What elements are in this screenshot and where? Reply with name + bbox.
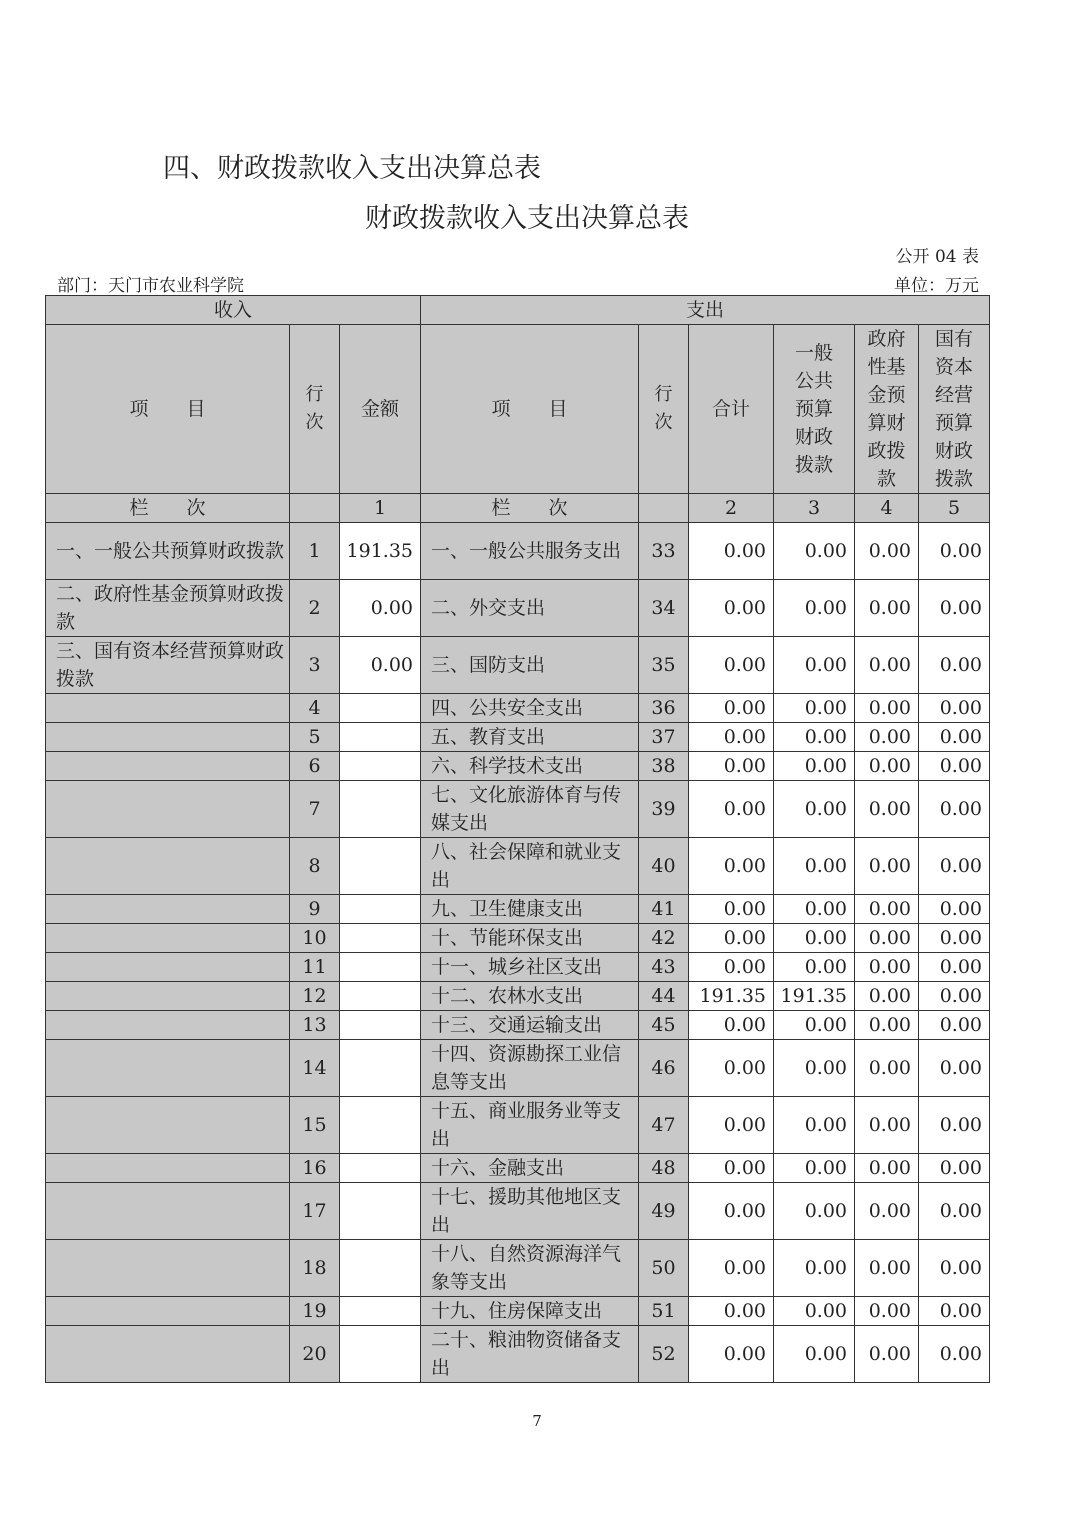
expense-item-cell: 七、文化旅游体育与传媒支出	[421, 781, 639, 838]
column-index-blank-2	[639, 494, 689, 523]
income-item-cell	[46, 723, 290, 752]
amount-cell	[340, 781, 421, 838]
expense-item-cell: 三、国防支出	[421, 637, 639, 694]
income-rowno-cell: 8	[290, 838, 340, 895]
income-rowno-cell: 20	[290, 1326, 340, 1383]
general-budget-cell: 0.00	[774, 895, 855, 924]
expense-rowno-cell: 52	[639, 1326, 689, 1383]
total-cell: 0.00	[689, 1011, 774, 1040]
amount-cell	[340, 1183, 421, 1240]
table-row	[46, 924, 990, 953]
gov-fund-cell: 0.00	[855, 1240, 919, 1297]
expense-rowno-cell: 48	[639, 1154, 689, 1183]
table-row	[46, 1040, 990, 1097]
state-capital-cell: 0.00	[919, 1183, 990, 1240]
income-rowno-cell: 1	[290, 523, 340, 580]
total-cell: 0.00	[689, 838, 774, 895]
state-capital-cell: 0.00	[919, 781, 990, 838]
state-capital-cell: 0.00	[919, 580, 990, 637]
gov-fund-cell: 0.00	[855, 580, 919, 637]
general-budget-cell: 0.00	[774, 723, 855, 752]
table-row	[46, 580, 990, 637]
amount-cell	[340, 694, 421, 723]
general-budget-label: 一般公共预算财政拨款	[795, 342, 834, 476]
gov-fund-cell: 0.00	[855, 723, 919, 752]
column-index-label-left: 栏 次	[46, 494, 290, 523]
total-cell: 0.00	[689, 895, 774, 924]
form-code: 公开 04 表	[895, 247, 979, 267]
total-cell: 0.00	[689, 694, 774, 723]
amount-cell	[340, 1154, 421, 1183]
state-capital-cell: 0.00	[919, 752, 990, 781]
expense-header: 支出	[421, 296, 990, 325]
expense-rowno-cell: 38	[639, 752, 689, 781]
expense-item-cell: 十五、商业服务业等支出	[421, 1097, 639, 1154]
amount-cell	[340, 1097, 421, 1154]
expense-item-cell: 十六、金融支出	[421, 1154, 639, 1183]
total-cell: 0.00	[689, 1183, 774, 1240]
general-budget-cell: 0.00	[774, 924, 855, 953]
expense-item-cell: 十九、住房保障支出	[421, 1297, 639, 1326]
expense-rowno-cell: 41	[639, 895, 689, 924]
general-budget-cell: 0.00	[774, 580, 855, 637]
expense-item-cell: 十四、资源勘探工业信息等支出	[421, 1040, 639, 1097]
expense-item-cell: 九、卫生健康支出	[421, 895, 639, 924]
unit-label: 单位：万元	[894, 276, 979, 296]
income-item-cell	[46, 1011, 290, 1040]
total-cell: 191.35	[689, 982, 774, 1011]
general-budget-cell: 0.00	[774, 637, 855, 694]
expense-rowno-label: 行次	[654, 384, 673, 433]
expense-item-cell: 八、社会保障和就业支出	[421, 838, 639, 895]
expense-item-cell: 十七、援助其他地区支出	[421, 1183, 639, 1240]
total-cell: 0.00	[689, 781, 774, 838]
total-cell: 0.00	[689, 1240, 774, 1297]
expense-rowno-cell: 35	[639, 637, 689, 694]
general-budget-cell: 0.00	[774, 1040, 855, 1097]
amount-cell	[340, 1326, 421, 1383]
table-row	[46, 694, 990, 723]
expense-item-cell: 一、一般公共服务支出	[421, 523, 639, 580]
general-budget-cell: 0.00	[774, 523, 855, 580]
expense-rowno-header	[639, 325, 689, 494]
expense-item-cell: 四、公共安全支出	[421, 694, 639, 723]
general-budget-cell: 0.00	[774, 1240, 855, 1297]
income-rowno-label: 行次	[305, 384, 324, 433]
income-rowno-cell: 15	[290, 1097, 340, 1154]
income-item-cell	[46, 1240, 290, 1297]
gov-fund-cell: 0.00	[855, 1154, 919, 1183]
state-capital-cell: 0.00	[919, 953, 990, 982]
table-row	[46, 1326, 990, 1383]
table-row	[46, 1154, 990, 1183]
income-item-cell	[46, 1154, 290, 1183]
table-row	[46, 637, 990, 694]
income-item-cell	[46, 1183, 290, 1240]
income-item-cell	[46, 982, 290, 1011]
expense-rowno-cell: 49	[639, 1183, 689, 1240]
income-rowno-cell: 5	[290, 723, 340, 752]
column-index-row	[46, 494, 990, 523]
gov-fund-header	[855, 325, 919, 494]
state-capital-label: 国有资本经营预算财政拨款	[935, 328, 974, 490]
income-item-cell	[46, 752, 290, 781]
income-item-cell: 三、国有资本经营预算财政拨款	[46, 637, 290, 694]
state-capital-cell: 0.00	[919, 924, 990, 953]
expense-rowno-cell: 46	[639, 1040, 689, 1097]
income-header: 收入	[46, 296, 421, 325]
gov-fund-cell: 0.00	[855, 924, 919, 953]
income-rowno-cell: 19	[290, 1297, 340, 1326]
gov-fund-cell: 0.00	[855, 982, 919, 1011]
amount-cell	[340, 1040, 421, 1097]
amount-cell: 0.00	[340, 580, 421, 637]
state-capital-cell: 0.00	[919, 694, 990, 723]
income-rowno-cell: 6	[290, 752, 340, 781]
gov-fund-cell: 0.00	[855, 1326, 919, 1383]
gov-fund-cell: 0.00	[855, 523, 919, 580]
expense-item-cell: 十、节能环保支出	[421, 924, 639, 953]
table-row	[46, 1097, 990, 1154]
general-budget-cell: 0.00	[774, 1011, 855, 1040]
column-index-1: 1	[340, 494, 421, 523]
state-capital-cell: 0.00	[919, 637, 990, 694]
gov-fund-cell: 0.00	[855, 838, 919, 895]
column-index-4: 4	[855, 494, 919, 523]
column-index-3: 3	[774, 494, 855, 523]
general-budget-cell: 0.00	[774, 1297, 855, 1326]
total-cell: 0.00	[689, 580, 774, 637]
total-cell: 0.00	[689, 723, 774, 752]
state-capital-cell: 0.00	[919, 1011, 990, 1040]
amount-cell	[340, 752, 421, 781]
income-rowno-cell: 3	[290, 637, 340, 694]
general-budget-cell: 191.35	[774, 982, 855, 1011]
total-cell: 0.00	[689, 752, 774, 781]
gov-fund-cell: 0.00	[855, 1011, 919, 1040]
expense-rowno-cell: 37	[639, 723, 689, 752]
gov-fund-cell: 0.00	[855, 953, 919, 982]
header-row-top	[46, 296, 990, 325]
expense-item-cell: 六、科学技术支出	[421, 752, 639, 781]
income-rowno-cell: 17	[290, 1183, 340, 1240]
general-budget-cell: 0.00	[774, 1154, 855, 1183]
amount-cell	[340, 982, 421, 1011]
income-rowno-cell: 11	[290, 953, 340, 982]
expense-rowno-cell: 43	[639, 953, 689, 982]
total-cell: 0.00	[689, 953, 774, 982]
amount-cell	[340, 838, 421, 895]
table-row	[46, 723, 990, 752]
gov-fund-cell: 0.00	[855, 694, 919, 723]
gov-fund-cell: 0.00	[855, 1097, 919, 1154]
general-budget-cell: 0.00	[774, 694, 855, 723]
income-rowno-cell: 4	[290, 694, 340, 723]
expense-item-cell: 十二、农林水支出	[421, 982, 639, 1011]
income-item-cell	[46, 1326, 290, 1383]
gov-fund-cell: 0.00	[855, 781, 919, 838]
income-item-cell	[46, 694, 290, 723]
expense-rowno-cell: 44	[639, 982, 689, 1011]
income-item-cell: 一、一般公共预算财政拨款	[46, 523, 290, 580]
expense-rowno-cell: 51	[639, 1297, 689, 1326]
expense-rowno-cell: 33	[639, 523, 689, 580]
header-row-columns	[46, 325, 990, 494]
state-capital-cell: 0.00	[919, 895, 990, 924]
table-row	[46, 781, 990, 838]
column-index-5: 5	[919, 494, 990, 523]
table-row	[46, 1297, 990, 1326]
amount-cell: 191.35	[340, 523, 421, 580]
amount-cell	[340, 723, 421, 752]
total-cell: 0.00	[689, 924, 774, 953]
table-row	[46, 1183, 990, 1240]
total-cell: 0.00	[689, 1154, 774, 1183]
general-budget-cell: 0.00	[774, 838, 855, 895]
expense-item-cell: 二、外交支出	[421, 580, 639, 637]
general-budget-cell: 0.00	[774, 1326, 855, 1383]
amount-cell: 0.00	[340, 637, 421, 694]
income-item-header: 项 目	[46, 325, 290, 494]
column-index-label-right: 栏 次	[421, 494, 639, 523]
budget-table	[45, 295, 990, 1383]
income-rowno-cell: 18	[290, 1240, 340, 1297]
general-budget-cell: 0.00	[774, 953, 855, 982]
expense-item-cell: 十八、自然资源海洋气象等支出	[421, 1240, 639, 1297]
amount-cell	[340, 1240, 421, 1297]
expense-rowno-cell: 45	[639, 1011, 689, 1040]
gov-fund-label: 政府性基金预算财政拨款	[867, 328, 906, 490]
column-index-blank	[290, 494, 340, 523]
page-number: 7	[532, 1412, 542, 1430]
state-capital-cell: 0.00	[919, 1326, 990, 1383]
expense-rowno-cell: 40	[639, 838, 689, 895]
general-budget-cell: 0.00	[774, 752, 855, 781]
expense-item-header: 项 目	[421, 325, 639, 494]
amount-header: 金额	[340, 325, 421, 494]
total-cell: 0.00	[689, 1097, 774, 1154]
expense-item-cell: 十一、城乡社区支出	[421, 953, 639, 982]
table-row	[46, 1240, 990, 1297]
income-item-cell: 二、政府性基金预算财政拨款	[46, 580, 290, 637]
income-item-cell	[46, 924, 290, 953]
gov-fund-cell: 0.00	[855, 752, 919, 781]
total-cell: 0.00	[689, 1040, 774, 1097]
total-cell: 0.00	[689, 1297, 774, 1326]
income-rowno-cell: 13	[290, 1011, 340, 1040]
general-budget-header	[774, 325, 855, 494]
state-capital-cell: 0.00	[919, 838, 990, 895]
income-item-cell	[46, 1040, 290, 1097]
income-item-cell	[46, 838, 290, 895]
expense-rowno-cell: 36	[639, 694, 689, 723]
column-index-2: 2	[689, 494, 774, 523]
amount-cell	[340, 953, 421, 982]
total-header: 合计	[689, 325, 774, 494]
section-title: 四、财政拨款收入支出决算总表	[163, 153, 541, 184]
state-capital-cell: 0.00	[919, 523, 990, 580]
income-rowno-cell: 10	[290, 924, 340, 953]
gov-fund-cell: 0.00	[855, 1297, 919, 1326]
table-row	[46, 1011, 990, 1040]
table-row	[46, 953, 990, 982]
income-rowno-cell: 7	[290, 781, 340, 838]
amount-cell	[340, 895, 421, 924]
general-budget-cell: 0.00	[774, 1183, 855, 1240]
total-cell: 0.00	[689, 637, 774, 694]
expense-rowno-cell: 50	[639, 1240, 689, 1297]
expense-item-cell: 五、教育支出	[421, 723, 639, 752]
amount-cell	[340, 924, 421, 953]
state-capital-cell: 0.00	[919, 1097, 990, 1154]
state-capital-header	[919, 325, 990, 494]
expense-item-cell: 二十、粮油物资储备支出	[421, 1326, 639, 1383]
amount-cell	[340, 1297, 421, 1326]
department-label: 部门：天门市农业科学院	[57, 276, 244, 296]
table-row	[46, 523, 990, 580]
gov-fund-cell: 0.00	[855, 637, 919, 694]
amount-cell	[340, 1011, 421, 1040]
state-capital-cell: 0.00	[919, 1240, 990, 1297]
income-rowno-header	[290, 325, 340, 494]
income-rowno-cell: 16	[290, 1154, 340, 1183]
state-capital-cell: 0.00	[919, 1297, 990, 1326]
state-capital-cell: 0.00	[919, 982, 990, 1011]
income-item-cell	[46, 1297, 290, 1326]
state-capital-cell: 0.00	[919, 1154, 990, 1183]
total-cell: 0.00	[689, 1326, 774, 1383]
table-row	[46, 838, 990, 895]
income-rowno-cell: 2	[290, 580, 340, 637]
income-item-cell	[46, 781, 290, 838]
income-item-cell	[46, 1097, 290, 1154]
expense-rowno-cell: 39	[639, 781, 689, 838]
table-row	[46, 895, 990, 924]
expense-rowno-cell: 42	[639, 924, 689, 953]
gov-fund-cell: 0.00	[855, 1183, 919, 1240]
state-capital-cell: 0.00	[919, 1040, 990, 1097]
gov-fund-cell: 0.00	[855, 895, 919, 924]
general-budget-cell: 0.00	[774, 781, 855, 838]
table-title: 财政拨款收入支出决算总表	[365, 203, 689, 234]
general-budget-cell: 0.00	[774, 1097, 855, 1154]
table-row	[46, 752, 990, 781]
state-capital-cell: 0.00	[919, 723, 990, 752]
expense-rowno-cell: 34	[639, 580, 689, 637]
income-rowno-cell: 12	[290, 982, 340, 1011]
income-rowno-cell: 14	[290, 1040, 340, 1097]
total-cell: 0.00	[689, 523, 774, 580]
gov-fund-cell: 0.00	[855, 1040, 919, 1097]
table-row	[46, 982, 990, 1011]
expense-item-cell: 十三、交通运输支出	[421, 1011, 639, 1040]
income-item-cell	[46, 953, 290, 982]
income-item-cell	[46, 895, 290, 924]
expense-rowno-cell: 47	[639, 1097, 689, 1154]
income-rowno-cell: 9	[290, 895, 340, 924]
